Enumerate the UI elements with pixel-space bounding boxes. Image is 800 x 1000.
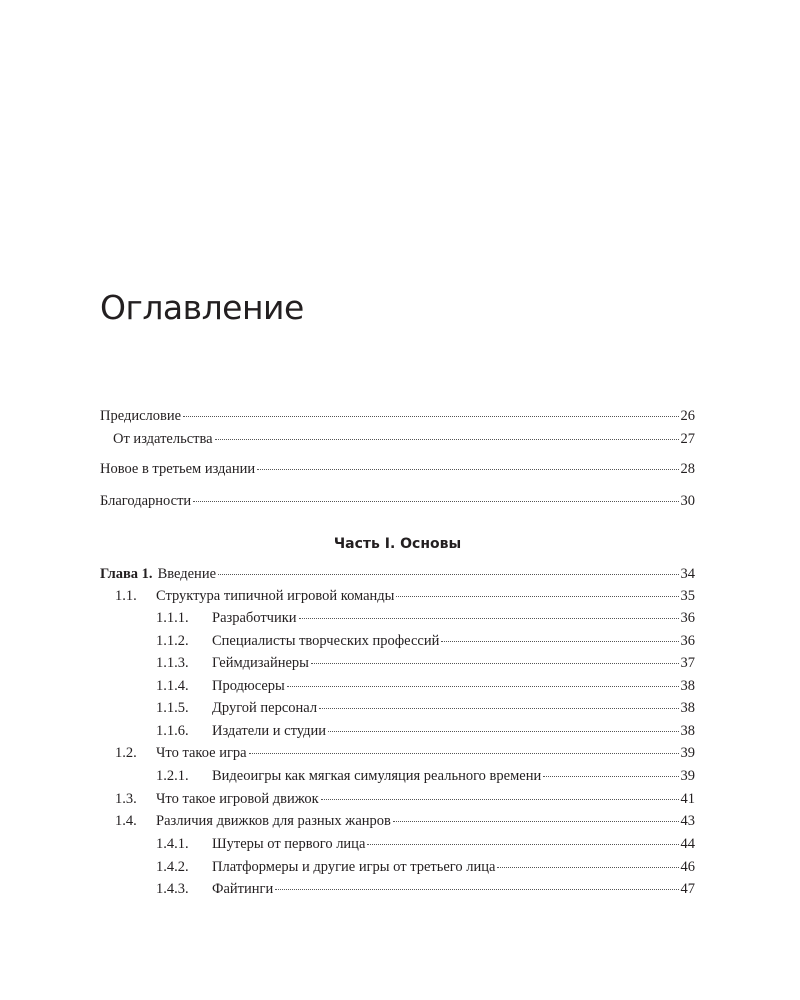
toc-entry-title: Разработчики [212,610,297,626]
toc-entry-title: Другой персонал [212,700,318,716]
toc-entry-subsection [156,856,695,878]
toc-entry-page: 27 [680,431,695,447]
toc-entry-title: Специалисты творческих профессий [212,633,440,649]
toc-entry-page: 36 [680,610,695,626]
toc-entry-subsection [156,720,695,742]
toc-entry-page: 39 [680,745,695,761]
toc-entry-from-publisher [113,428,695,450]
toc-entry-page: 36 [680,633,695,649]
section-number: 1.1.1. [156,610,189,626]
dot-leader [249,753,679,754]
toc-entry-page: 35 [680,588,695,604]
dot-leader [321,799,679,800]
toc-entry-subsection [156,652,695,674]
toc-entry-acknowledgements [100,490,695,512]
dot-leader [193,501,678,502]
toc-entry-page: 38 [680,678,695,694]
dot-leader [543,776,678,777]
toc-entry-preface [100,405,695,427]
dot-leader [257,469,678,470]
toc-entry-page: 28 [680,461,695,477]
toc-entry-section [115,585,695,607]
toc-entry-title: Файтинги [212,881,274,897]
dot-leader [367,844,678,845]
toc-entry-subsection [156,607,695,629]
toc-entry-page: 47 [680,881,695,897]
section-number: 1.1.3. [156,655,189,671]
chapter-label: Глава 1. [100,566,153,582]
toc-entry-subsection [156,765,695,787]
section-number: 1.1.6. [156,723,189,739]
toc-entry-section [115,788,695,810]
toc-entry-page: 38 [680,723,695,739]
toc-entry-subsection [156,697,695,719]
toc-entry-subsection [156,675,695,697]
toc-entry-section [115,742,695,764]
section-number: 1.1.5. [156,700,189,716]
page-title: Оглавление [100,288,304,327]
section-number: 1.1. [115,588,137,604]
toc-entry-subsection [156,630,695,652]
toc-entry-page: 41 [680,791,695,807]
dot-leader [311,663,679,664]
dot-leader [218,574,678,575]
toc-entry-title: Продюсеры [212,678,285,694]
toc-entry-title: Видеоигры как мягкая симуляция реального времени [212,768,542,784]
toc-entry-page: 43 [680,813,695,829]
toc-entry-title: Что такое игра [156,745,247,761]
toc-entry-title: Платформеры и другие игры от третьего лица [212,859,496,875]
toc-entry-title: Что такое игровой движок [156,791,319,807]
toc-entry-title: Введение [157,566,217,582]
toc-entry-page: 37 [680,655,695,671]
toc-entry-title: Благодарности [100,493,192,509]
toc-entry-title: Структура типичной игровой команды [156,588,395,604]
toc-entry-page: 26 [680,408,695,424]
dot-leader [319,708,678,709]
dot-leader [328,731,679,732]
dot-leader [299,618,679,619]
section-number: 1.3. [115,791,137,807]
dot-leader [275,889,678,890]
toc-entry-title: От издательства [113,431,213,447]
toc-entry-page: 39 [680,768,695,784]
dot-leader [287,686,679,687]
toc-entry-title: Шутеры от первого лица [212,836,366,852]
dot-leader [396,596,678,597]
toc-entry-title: Геймдизайнеры [212,655,309,671]
part-heading: Часть I. Основы [333,536,462,552]
section-number: 1.4.2. [156,859,189,875]
dot-leader [183,416,678,417]
dot-leader [393,821,679,822]
dot-leader [497,867,678,868]
toc-entry-page: 30 [680,493,695,509]
section-number: 1.1.2. [156,633,189,649]
toc-entry-title: Издатели и студии [212,723,326,739]
toc-entry-section [115,810,695,832]
section-number: 1.2.1. [156,768,189,784]
dot-leader [215,439,679,440]
toc-entry-page: 46 [680,859,695,875]
section-number: 1.4.3. [156,881,189,897]
section-number: 1.1.4. [156,678,189,694]
section-number: 1.2. [115,745,137,761]
dot-leader [441,641,678,642]
toc-entry-subsection [156,878,695,900]
section-number: 1.4. [115,813,137,829]
toc-entry-subsection [156,833,695,855]
toc-entry-chapter [100,563,695,585]
toc-entry-third-edition [100,458,695,480]
toc-entry-page: 44 [680,836,695,852]
section-number: 1.4.1. [156,836,189,852]
toc-entry-page: 34 [680,566,695,582]
toc-entry-page: 38 [680,700,695,716]
toc-entry-title: Предисловие [100,408,182,424]
toc-entry-title: Новое в третьем издании [100,461,256,477]
toc-entry-title: Различия движков для разных жанров [156,813,391,829]
